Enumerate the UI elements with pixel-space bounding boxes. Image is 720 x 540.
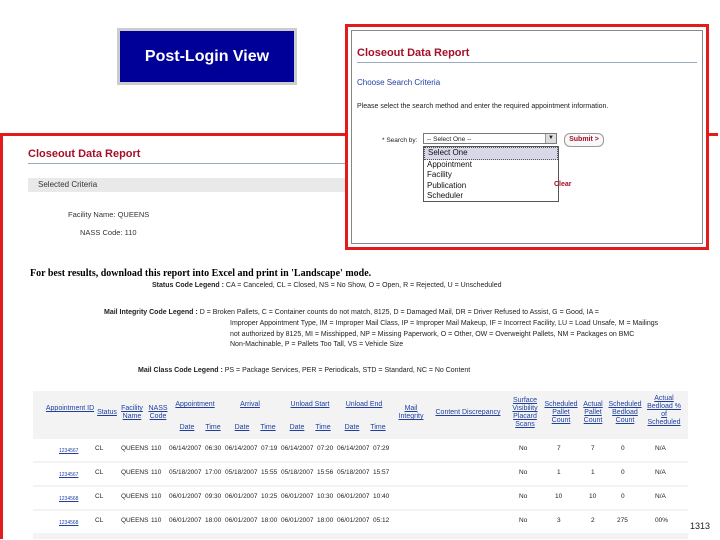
col-nass-code[interactable]: NASS Code	[148, 405, 168, 420]
col-appointment[interactable]: Appointment	[175, 401, 215, 408]
option-select-one[interactable]: Select One	[424, 147, 558, 160]
facility-cell: QUEENS	[121, 469, 149, 476]
appt-date-cell: 06/01/2007	[169, 493, 202, 500]
actual-pallet-cell: 1	[591, 469, 595, 476]
col-appointment-id[interactable]: Appointment ID	[45, 405, 95, 412]
col-status[interactable]: Status	[97, 409, 117, 416]
unload-end-time-cell: 07:29	[373, 445, 390, 452]
status-cell: CL	[95, 517, 104, 524]
search-instructions: Please select the search method and enter the required appointment information.	[357, 103, 609, 110]
results-table	[33, 391, 688, 539]
table-row	[33, 511, 688, 533]
scans-cell: No	[519, 493, 528, 500]
col-scheduled-pallet[interactable]: Scheduled Pallet Count	[544, 401, 578, 424]
col-surface-visibility[interactable]: Surface Visibility Placard Scans	[512, 397, 538, 428]
nass-cell: 110	[151, 445, 162, 452]
option-publication[interactable]: Publication	[427, 180, 467, 190]
sched-pallet-cell: 7	[557, 445, 561, 452]
scans-cell: No	[519, 469, 528, 476]
title-divider	[28, 163, 358, 164]
unload-end-date-cell: 06/14/2007	[337, 445, 370, 452]
actual-pallet-cell: 10	[589, 493, 597, 500]
sched-bedload-cell: 0	[621, 493, 625, 500]
choose-criteria-heading: Choose Search Criteria	[357, 78, 441, 87]
col-scheduled-bedload[interactable]: Scheduled Bedload Count	[608, 401, 642, 424]
clear-button[interactable]: Clear	[554, 181, 572, 188]
appt-time-cell: 18:00	[205, 517, 222, 524]
unload-start-time-cell: 18:00	[317, 517, 334, 524]
page-number: 1313	[689, 521, 710, 531]
col-actual-bedload-pct[interactable]: Actual Bedload % of Scheduled	[647, 395, 681, 426]
unload-start-date-cell: 06/01/2007	[281, 517, 314, 524]
col-time[interactable]: Time	[315, 424, 331, 431]
unload-start-date-cell: 06/14/2007	[281, 445, 314, 452]
search-by-select[interactable]	[423, 133, 557, 144]
unload-end-date-cell: 05/18/2007	[337, 469, 370, 476]
col-mail-integrity[interactable]: Mail Integrity	[398, 405, 424, 420]
mail-integrity-line-4: Non-Machinable, P = Pallets Too Tall, VS = Vehicle Size	[230, 341, 404, 348]
sched-pallet-cell: 3	[557, 517, 561, 524]
unload-start-date-cell: 05/18/2007	[281, 469, 314, 476]
nass-cell: 110	[151, 493, 162, 500]
status-cell: CL	[95, 493, 104, 500]
arrival-date-cell: 06/14/2007	[225, 445, 258, 452]
unload-end-date-cell: 06/01/2007	[337, 517, 370, 524]
unload-end-time-cell: 05:12	[373, 517, 390, 524]
col-content-discrepancy[interactable]: Content Discrepancy	[435, 409, 501, 416]
status-legend-text: CA = Canceled, CL = Closed, NS = No Show, O = Open, R = Rejected, U = Unscheduled	[225, 282, 502, 289]
mail-class-legend-label: Mail Class Code Legend :	[138, 367, 223, 374]
actual-pallet-cell: 2	[591, 517, 595, 524]
search-by-label: * Search by:	[382, 137, 418, 144]
unload-start-time-cell: 10:30	[317, 493, 334, 500]
col-date[interactable]: Date	[234, 424, 250, 431]
selected-criteria-bar: Selected Criteria	[28, 178, 358, 192]
mail-class-legend	[138, 366, 470, 377]
unload-end-time-cell: 15:57	[373, 469, 390, 476]
chevron-down-icon[interactable]: ▼	[545, 134, 556, 143]
search-by-select-value: -- Select One --	[427, 136, 472, 143]
status-legend	[152, 281, 502, 292]
col-arrival[interactable]: Arrival	[240, 401, 260, 408]
mail-integrity-line-2: Improper Appointment Type, IM = Improper Mail Class, IP = Improper Mail Makeup, IF = Incorrect Facility, LU = Load Unsafe, M = Mailings	[230, 320, 659, 327]
mail-integrity-legend-label: Mail Integrity Code Legend :	[104, 309, 198, 316]
appt-time-cell: 06:30	[205, 445, 222, 452]
arrival-time-cell: 10:25	[261, 493, 278, 500]
actual-bedload-cell: N/A	[655, 493, 666, 500]
submit-button[interactable]: Submit >	[564, 133, 604, 147]
table-row	[33, 439, 688, 461]
option-facility[interactable]: Facility	[427, 170, 452, 179]
mail-integrity-line-1: D = Broken Pallets, C = Container counts do not match, 8125, D = Damaged Mail, DR = Driver Refused to Assist, G = Good, IA =	[199, 309, 599, 316]
search-report-title: Closeout Data Report	[357, 47, 470, 59]
mail-integrity-line-3: not authorized by 8125, MI = Misshipped, NP = Missing Paperwork, O = Other, OW = Overweight Pallets, NM = Packages on BMC	[230, 330, 635, 338]
sched-bedload-cell: 275	[617, 517, 628, 524]
sched-bedload-cell: 0	[621, 445, 625, 452]
nass-code-text: NASS Code: 110	[80, 228, 137, 237]
sched-pallet-cell: 1	[557, 469, 561, 476]
status-cell: CL	[95, 469, 104, 476]
actual-bedload-cell: N/A	[655, 445, 666, 452]
title-divider	[357, 62, 697, 63]
scans-cell: No	[519, 445, 528, 452]
arrival-time-cell: 15:55	[261, 469, 278, 476]
col-date[interactable]: Date	[344, 424, 360, 431]
actual-pallet-cell: 7	[591, 445, 595, 452]
appointment-id-link[interactable]: 1234567	[59, 448, 79, 454]
unload-end-date-cell: 06/01/2007	[337, 493, 370, 500]
option-scheduler[interactable]: Scheduler	[427, 191, 464, 200]
col-unload-start[interactable]: Unload Start	[290, 401, 330, 408]
col-time[interactable]: Time	[370, 424, 386, 431]
appt-date-cell: 05/18/2007	[169, 469, 202, 476]
table-row	[33, 463, 688, 485]
table-row	[33, 487, 688, 509]
scans-cell: No	[519, 517, 528, 524]
facility-cell: QUEENS	[121, 445, 149, 452]
search-by-dropdown	[423, 146, 559, 202]
arrival-time-cell: 07:19	[261, 445, 278, 452]
actual-bedload-cell: N/A	[655, 469, 666, 476]
sched-bedload-cell: 0	[621, 469, 625, 476]
nass-cell: 110	[151, 469, 162, 476]
status-legend-label: Status Code Legend :	[152, 282, 224, 289]
mail-integrity-legend	[104, 308, 694, 319]
col-date[interactable]: Date	[179, 424, 195, 431]
report-title: Closeout Data Report	[28, 148, 141, 160]
unload-start-date-cell: 06/01/2007	[281, 493, 314, 500]
arrival-time-cell: 18:00	[261, 517, 278, 524]
facility-cell: QUEENS	[121, 517, 149, 524]
facility-cell: QUEENS	[121, 493, 149, 500]
arrival-date-cell: 06/01/2007	[225, 493, 258, 500]
col-time[interactable]: Time	[205, 424, 221, 431]
arrival-date-cell: 06/01/2007	[225, 517, 258, 524]
appt-time-cell: 09:30	[205, 493, 222, 500]
col-facility-name[interactable]: Facility Name	[121, 405, 143, 420]
arrival-date-cell: 05/18/2007	[225, 469, 258, 476]
col-unload-end[interactable]: Unload End	[345, 401, 383, 408]
appointment-id-link[interactable]: 1234568	[59, 520, 79, 526]
search-criteria-form	[351, 30, 703, 244]
post-login-view-label: Post-Login View	[117, 28, 297, 85]
unload-start-time-cell: 07:20	[317, 445, 334, 452]
appt-time-cell: 17:00	[205, 469, 222, 476]
appt-date-cell: 06/01/2007	[169, 517, 202, 524]
col-time[interactable]: Time	[260, 424, 276, 431]
option-appointment[interactable]: Appointment	[427, 159, 472, 169]
search-criteria-panel	[345, 24, 709, 250]
col-actual-pallet[interactable]: Actual Pallet Count	[583, 401, 603, 424]
best-results-note: For best results, download this report into Excel and print in 'Landscape' mode.	[30, 268, 372, 279]
nass-cell: 110	[151, 517, 162, 524]
actual-bedload-cell: 00%	[655, 517, 669, 524]
mail-integrity-legend-cont	[230, 319, 700, 351]
facility-name-text: Facility Name: QUEENS	[68, 210, 150, 219]
status-cell: CL	[95, 445, 104, 452]
appt-date-cell: 06/14/2007	[169, 445, 202, 452]
col-date[interactable]: Date	[289, 424, 305, 431]
appointment-id-link[interactable]: 1234567	[59, 472, 79, 478]
unload-start-time-cell: 15:56	[317, 469, 334, 476]
appointment-id-link[interactable]: 1234568	[59, 496, 79, 502]
unload-end-time-cell: 10:40	[373, 493, 390, 500]
sched-pallet-cell: 10	[555, 493, 563, 500]
mail-class-legend-text: PS = Package Services, PER = Periodicals, STD = Standard, NC = No Content	[224, 367, 471, 374]
